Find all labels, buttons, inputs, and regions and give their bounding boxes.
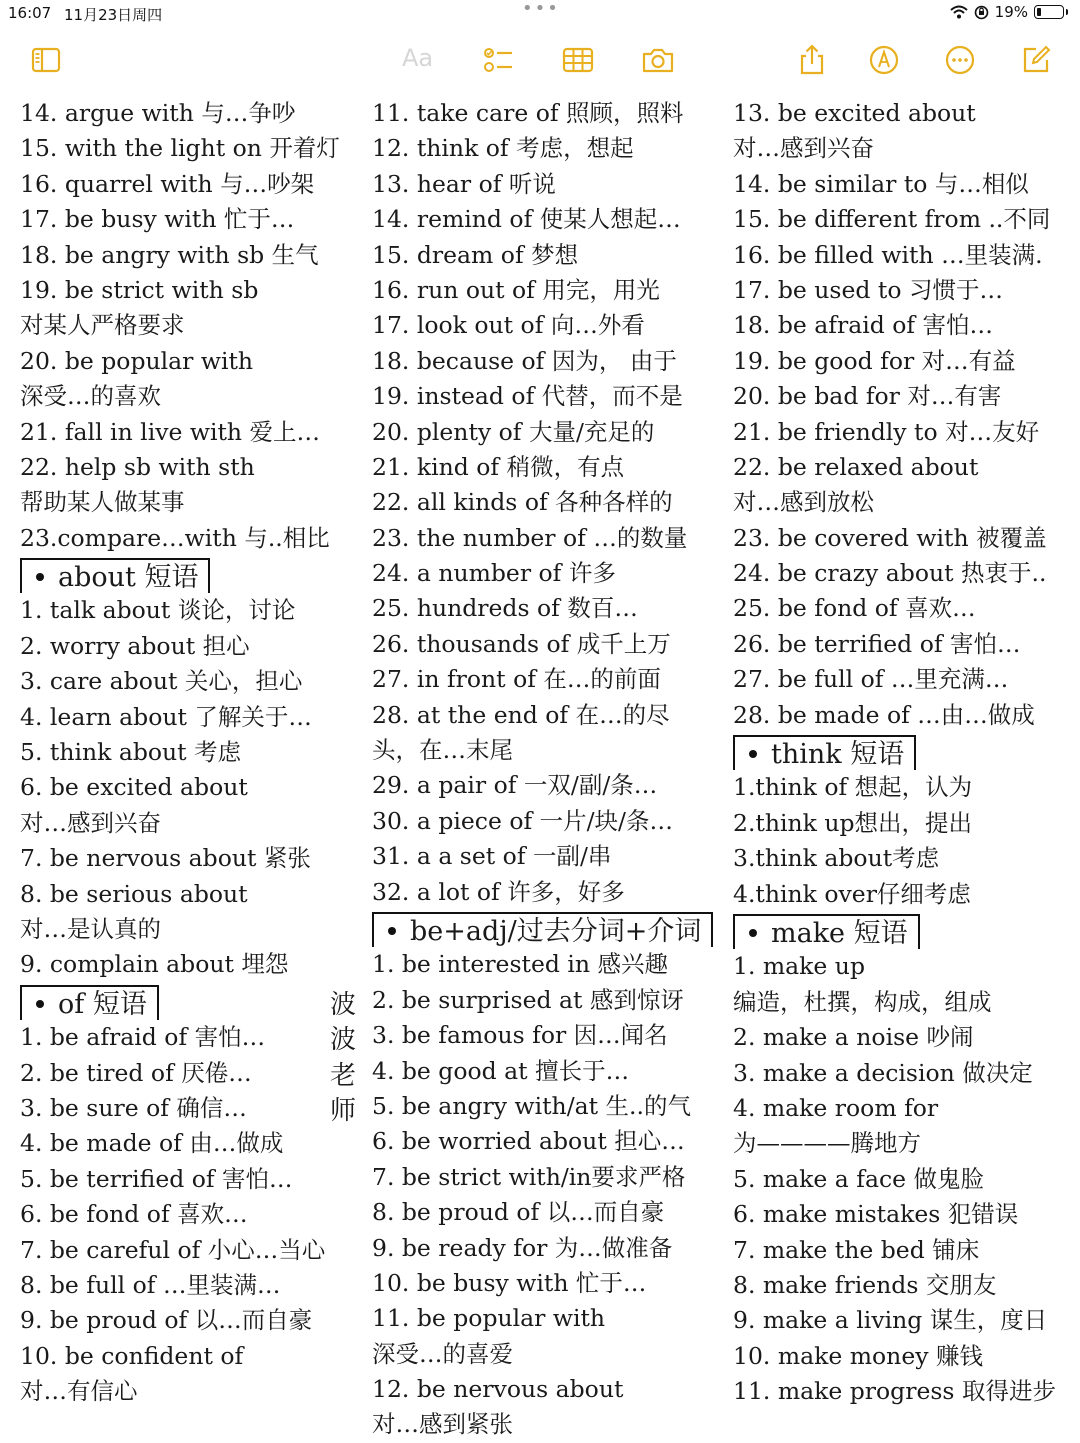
phrase-line: 17. be used to 习惯于… xyxy=(733,275,1003,304)
phrase-line: 9. complain about 埋怨 xyxy=(20,950,289,979)
phrase-line: 24. a number of 许多 xyxy=(372,559,616,588)
phrase-line: 13. be excited about xyxy=(733,99,976,127)
phrase-line: 5. be terrified of 害怕… xyxy=(20,1164,293,1193)
phrase-line: 2. make a noise 吵闹 xyxy=(733,1023,974,1052)
phrase-line: 为————腾地方 xyxy=(733,1129,921,1158)
phrase-line: 6. be excited about xyxy=(20,773,248,802)
phrase-line: 20. be popular with xyxy=(20,346,254,375)
checklist-icon xyxy=(481,43,515,77)
section-header xyxy=(372,910,728,947)
phrase-line: 20. be bad for 对…有害 xyxy=(733,382,1002,411)
phrase-line: 3. be famous for 因…闻名 xyxy=(372,1021,668,1050)
phrase-line: 6. be worried about 担心… xyxy=(372,1127,685,1156)
phrase-line: 14. remind of 使某人想起… xyxy=(372,205,681,234)
phrase-line: 7. be nervous about 紧张 xyxy=(20,844,311,873)
phrase-line: 4. learn about 了解关于… xyxy=(20,702,312,731)
phrase-line: 22. all kinds of 各种各样的 xyxy=(372,488,673,517)
phrase-line: 6. make mistakes 犯错误 xyxy=(733,1200,1019,1229)
phrase-line: 26. thousands of 成千上万 xyxy=(372,629,671,658)
phrase-line: 10. make money 赚钱 xyxy=(733,1341,983,1370)
share-button[interactable] xyxy=(792,40,832,80)
phrase-line: 2.think up想出，提出 xyxy=(733,808,973,837)
phrase-line: 8. make friends 交朋友 xyxy=(733,1270,997,1299)
phrase-line: 11. take care of 照顾，照料 xyxy=(372,99,684,127)
phrase-line: 9. make a living 谋生，度日 xyxy=(733,1306,1048,1335)
phrase-line: 2. worry about 担心 xyxy=(20,631,250,660)
phrase-line: 19. be strict with sb xyxy=(20,275,259,304)
phrase-line: 对…感到兴奋 xyxy=(733,134,874,163)
phrase-line: 16. quarrel with 与…吵架 xyxy=(20,169,315,198)
phrase-line: 2. be surprised at 感到惊讶 xyxy=(372,985,684,1014)
phrase-line: 4. be made of 由…做成 xyxy=(20,1129,284,1158)
note-column-right xyxy=(733,96,1078,1409)
phrase-line: 14. be similar to 与…相似 xyxy=(733,169,1029,198)
phrase-line: 19. instead of 代替，而不是 xyxy=(372,382,683,411)
battery-percent: 19% xyxy=(994,3,1028,21)
phrase-line: 20. plenty of 大量/充足的 xyxy=(372,417,655,446)
side-char: 老 xyxy=(329,1060,356,1091)
section-header-label: about 短语 xyxy=(58,562,199,594)
sidebar-icon xyxy=(29,43,63,77)
phrase-line: 7. be strict with/in要求严格 xyxy=(372,1162,686,1191)
phrase-line: 32. a lot of 许多，好多 xyxy=(372,877,625,906)
table-button[interactable] xyxy=(558,40,598,80)
phrase-line: 4.think over仔细考虑 xyxy=(733,879,971,908)
phrase-line: 4. make room for xyxy=(733,1093,939,1122)
phrase-line: 15. with the light on 开着灯 xyxy=(20,134,340,163)
section-header-box xyxy=(20,558,210,593)
side-char: 波 xyxy=(329,1025,356,1056)
section-header-box xyxy=(372,912,713,947)
phrase-line: 15. dream of 梦想 xyxy=(372,240,579,269)
camera-button[interactable] xyxy=(638,40,678,80)
phrase-line: 7. be careful of 小心…当心 xyxy=(20,1235,326,1264)
note-column-middle xyxy=(372,96,728,1443)
phrase-line: 16. run out of 用完，用光 xyxy=(372,275,660,304)
compose-button[interactable] xyxy=(1016,40,1056,80)
phrase-line: 8. be serious about xyxy=(20,879,248,908)
phrase-line: 13. hear of 听说 xyxy=(372,169,556,198)
status-date: 11月23日周四 xyxy=(64,6,163,24)
section-header-box xyxy=(733,735,916,770)
section-header-label: of 短语 xyxy=(58,988,147,1020)
rotation-lock-icon xyxy=(974,5,989,20)
phrase-line: 15. be different from ..不同 xyxy=(733,205,1051,234)
phrase-line: 21. fall in live with 爱上… xyxy=(20,417,321,446)
phrase-line: 29. a pair of 一双/副/条… xyxy=(372,771,658,800)
phrase-line: 16. be filled with …里装满. xyxy=(733,240,1043,269)
phrase-line: 深受…的喜爱 xyxy=(372,1339,513,1368)
section-header-box xyxy=(733,914,920,949)
phrase-line: 27. be full of …里充满… xyxy=(733,665,1009,694)
phrase-line: 对…是认真的 xyxy=(20,914,161,943)
share-icon xyxy=(795,43,829,77)
table-icon xyxy=(561,43,595,77)
phrase-line: 12. think of 考虑，想起 xyxy=(372,134,634,163)
phrase-line: 23. the number of …的数量 xyxy=(372,523,688,552)
phrase-line: 21. kind of 稍微，有点 xyxy=(372,452,625,481)
phrase-line: 9. be proud of 以…而自豪 xyxy=(20,1306,313,1335)
phrase-line: 24. be crazy about 热衷于.. xyxy=(733,559,1047,588)
phrase-line: 10. be confident of xyxy=(20,1341,244,1370)
phrase-line: 17. be busy with 忙于… xyxy=(20,205,295,234)
phrase-line: 1. be afraid of 害怕… xyxy=(20,1023,266,1052)
phrase-line: 28. at the end of 在…的尽 xyxy=(372,700,670,729)
phrase-line: 18. be angry with sb 生气 xyxy=(20,240,319,269)
phrase-line: 3. care about 关心，担心 xyxy=(20,667,303,696)
side-char: 师 xyxy=(329,1096,356,1127)
phrase-line: 26. be terrified of 害怕… xyxy=(733,629,1021,658)
watermark-vertical-text xyxy=(328,988,358,1130)
phrase-line: 对…感到兴奋 xyxy=(20,808,161,837)
status-bar xyxy=(0,0,1080,28)
section-header xyxy=(733,912,1078,949)
phrase-line: 28. be made of …由…做成 xyxy=(733,700,1035,729)
phrase-line: 22. help sb with sth xyxy=(20,452,255,481)
phrase-line: 19. be good for 对…有益 xyxy=(733,346,1016,375)
format-button[interactable]: Aa xyxy=(402,44,434,72)
phrase-line: 22. be relaxed about xyxy=(733,452,979,481)
battery-icon xyxy=(1034,5,1064,19)
wifi-icon xyxy=(950,5,968,19)
section-header xyxy=(733,733,1078,770)
phrase-line: 3. be sure of 确信… xyxy=(20,1093,247,1122)
sidebar-toggle-button[interactable] xyxy=(26,40,66,80)
status-indicators xyxy=(950,3,1068,21)
phrase-line: 4. be good at 擅长于… xyxy=(372,1056,630,1085)
camera-icon xyxy=(641,43,675,77)
phrase-line: 6. be fond of 喜欢… xyxy=(20,1200,248,1229)
phrase-line: 3. make a decision 做决定 xyxy=(733,1058,1033,1087)
phrase-line: 11. be popular with xyxy=(372,1304,606,1333)
phrase-line: 17. look out of 向…外看 xyxy=(372,311,645,340)
note-column-left xyxy=(20,96,376,1409)
pen-tip-icon xyxy=(867,43,901,77)
section-header-label: be+adj/过去分词+介词 xyxy=(410,915,702,947)
bullet-icon xyxy=(749,750,757,758)
phrase-line: 12. be nervous about xyxy=(372,1375,624,1404)
phrase-line: 3.think about考虑 xyxy=(733,844,940,873)
phrase-line: 1. be interested in 感兴趣 xyxy=(372,950,668,979)
phrase-line: 对某人严格要求 xyxy=(20,311,185,340)
phrase-line: 31. a a set of 一副/串 xyxy=(372,842,612,871)
phrase-line: 18. because of 因为， 由于 xyxy=(372,346,677,375)
checklist-button[interactable] xyxy=(478,40,518,80)
markup-button[interactable] xyxy=(864,40,904,80)
section-header xyxy=(20,556,376,593)
section-header-label: make 短语 xyxy=(771,917,908,949)
phrase-line: 9. be ready for 为…做准备 xyxy=(372,1233,673,1262)
phrase-line: 2. be tired of 厌倦… xyxy=(20,1058,252,1087)
phrase-line: 5. think about 考虑 xyxy=(20,738,242,767)
multitask-handle[interactable]: ••• xyxy=(522,0,560,19)
phrase-line: 8. be proud of 以…而自豪 xyxy=(372,1198,665,1227)
phrase-line: 14. argue with 与…争吵 xyxy=(20,99,296,127)
side-char: 波 xyxy=(329,990,356,1020)
phrase-line: 21. be friendly to 对…友好 xyxy=(733,417,1040,446)
phrase-line: 5. make a face 做鬼脸 xyxy=(733,1164,985,1193)
notes-toolbar xyxy=(0,40,1080,84)
phrase-line: 编造，杜撰，构成，组成 xyxy=(733,987,992,1016)
phrase-line: 对…感到紧张 xyxy=(372,1410,513,1439)
bullet-icon xyxy=(388,927,396,935)
compose-icon xyxy=(1019,43,1053,77)
section-header xyxy=(20,983,376,1020)
status-time: 16:07 xyxy=(8,4,52,22)
phrase-line: 帮助某人做某事 xyxy=(20,488,185,517)
phrase-line: 8. be full of …里装满… xyxy=(20,1270,281,1299)
phrase-line: 7. make the bed 铺床 xyxy=(733,1235,980,1264)
phrase-line: 23. be covered with 被覆盖 xyxy=(733,523,1047,552)
phrase-line: 5. be angry with/at 生..的气 xyxy=(372,1091,691,1120)
ellipsis-circle-icon xyxy=(943,43,977,77)
bullet-icon xyxy=(36,573,44,581)
phrase-line: 对…有信心 xyxy=(20,1377,138,1406)
phrase-line: 1. talk about 谈论，讨论 xyxy=(20,596,296,625)
phrase-line: 对…感到放松 xyxy=(733,488,874,517)
phrase-line: 1.think of 想起，认为 xyxy=(733,773,973,802)
bullet-icon xyxy=(36,1000,44,1008)
phrase-line: 27. in front of 在…的前面 xyxy=(372,665,661,694)
phrase-line: 30. a piece of 一片/块/条… xyxy=(372,806,673,835)
phrase-line: 头，在…末尾 xyxy=(372,736,513,765)
phrase-line: 18. be afraid of 害怕… xyxy=(733,311,994,340)
phrase-line: 25. hundreds of 数百… xyxy=(372,594,638,623)
section-header-box xyxy=(20,985,159,1020)
bullet-icon xyxy=(749,929,757,937)
phrase-line: 25. be fond of 喜欢… xyxy=(733,594,976,623)
phrase-line: 10. be busy with 忙于… xyxy=(372,1268,647,1297)
phrase-line: 11. make progress 取得进步 xyxy=(733,1377,1056,1406)
section-header-label: think 短语 xyxy=(771,739,905,771)
phrase-line: 23.compare…with 与..相比 xyxy=(20,523,330,552)
phrase-line: 1. make up xyxy=(733,952,865,981)
phrase-line: 深受…的喜欢 xyxy=(20,382,161,411)
more-button[interactable] xyxy=(940,40,980,80)
